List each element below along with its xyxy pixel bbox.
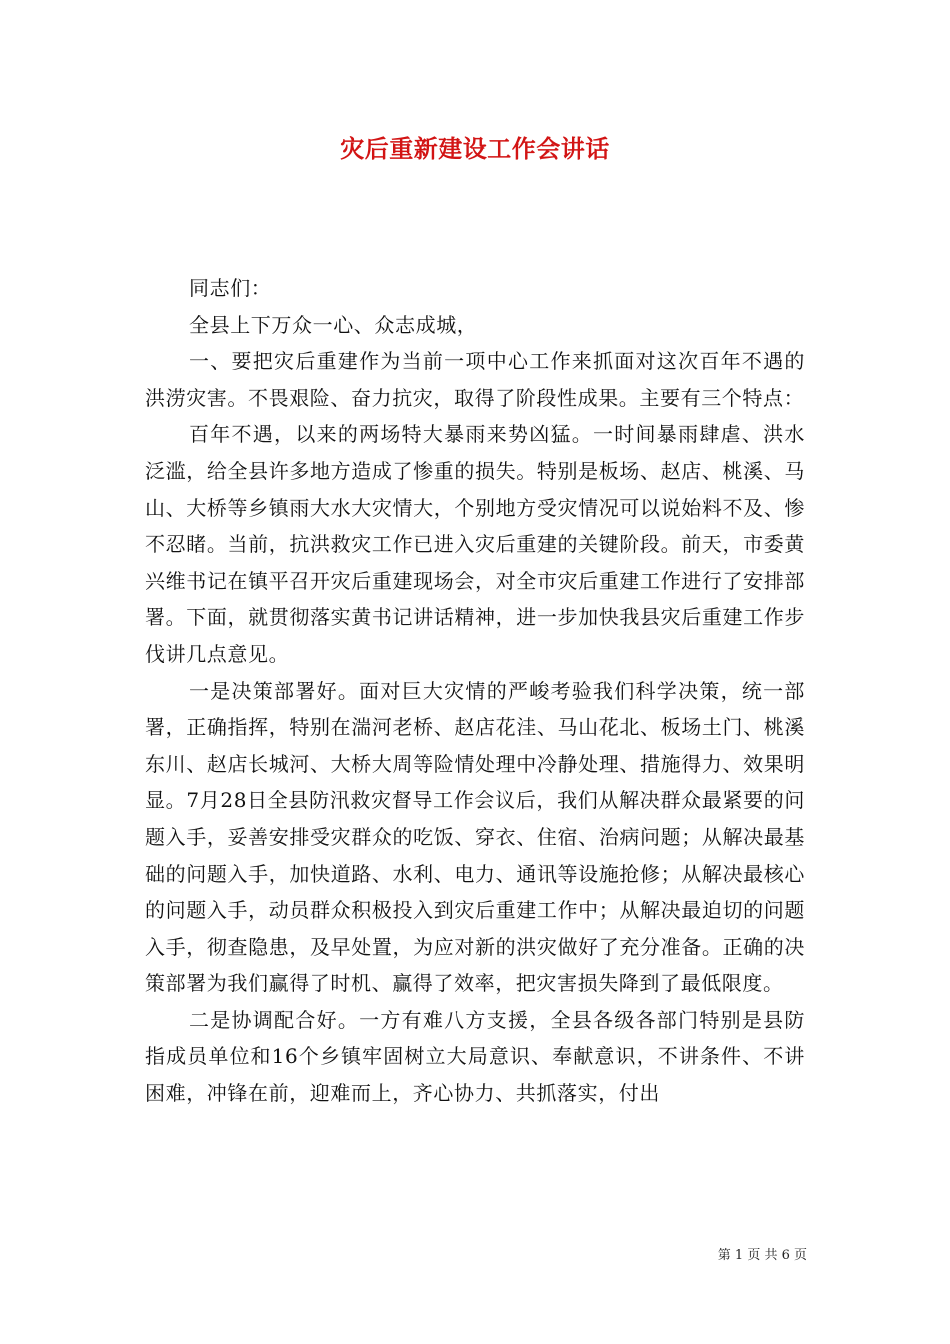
page-number: 第 1 页 共 6 页 xyxy=(717,1248,807,1263)
paragraph-coordination: 二是协调配合好。一方有难八方支援，全县各级各部门特别是县防指成员单位和16个乡镇牢固树立大局意识、奉献意识，不讲条件、不讲困难，冲锋在前，迎难而上，齐心协力、共抓落实，付出 xyxy=(145,1007,805,1106)
document-title: 灾后重新建设工作会讲话 xyxy=(340,134,610,163)
paragraph-decision-deployment: 一是决策部署好。面对巨大灾情的严峻考验我们科学决策，统一部署，正确指挥，特别在湍河老桥、赵店花洼、马山花北、板场土门、桃溪东川、赵店长城河、大桥大周等险情处理中冷静处理、措施得力、效果明显。7月28日全县防汛救灾督导工作会议后，我们从解决群众最紧要的问题入手，妥善安排受灾群众的吃饭、穿衣、住宿、治病问题；从解决最基础的问题入手，加快道路、水利、电力、通讯等设施抢修；从解决最核心的问题入手，动员群众积极投入到灾后重建工作中；从解决最迫切的问题入手，彻查隐患，及早处置，为应对新的洪灾做好了充分准备。正确的决策部署为我们赢得了时机、赢得了效率，把灾害损失降到了最低限度。 xyxy=(145,678,805,996)
paragraph-disaster-background: 百年不遇，以来的两场特大暴雨来势凶猛。一时间暴雨肆虐、洪水泛滥，给全县许多地方造成了惨重的损失。特别是板场、赵店、桃溪、马山、大桥等乡镇雨大水大灾情大，个别地方受灾情况可以说始料不及、惨不忍睹。当前，抗洪救灾工作已进入灾后重建的关键阶段。前天，市委黄兴维书记在镇平召开灾后重建现场会，对全市灾后重建工作进行了安排部署。下面，就贯彻落实黄书记讲话精神，进一步加快我县灾后重建工作步伐讲几点意见。 xyxy=(145,422,805,666)
document-body xyxy=(145,270,805,1112)
paragraph-section-one: 一、要把灾后重建作为当前一项中心工作来抓面对这次百年不遇的洪涝灾害。不畏艰险、奋力抗灾，取得了阶段性成果。主要有三个特点： xyxy=(145,349,805,410)
paragraph-opening: 全县上下万众一心、众志成城， xyxy=(189,312,478,337)
paragraph-salutation: 同志们： xyxy=(189,276,272,300)
